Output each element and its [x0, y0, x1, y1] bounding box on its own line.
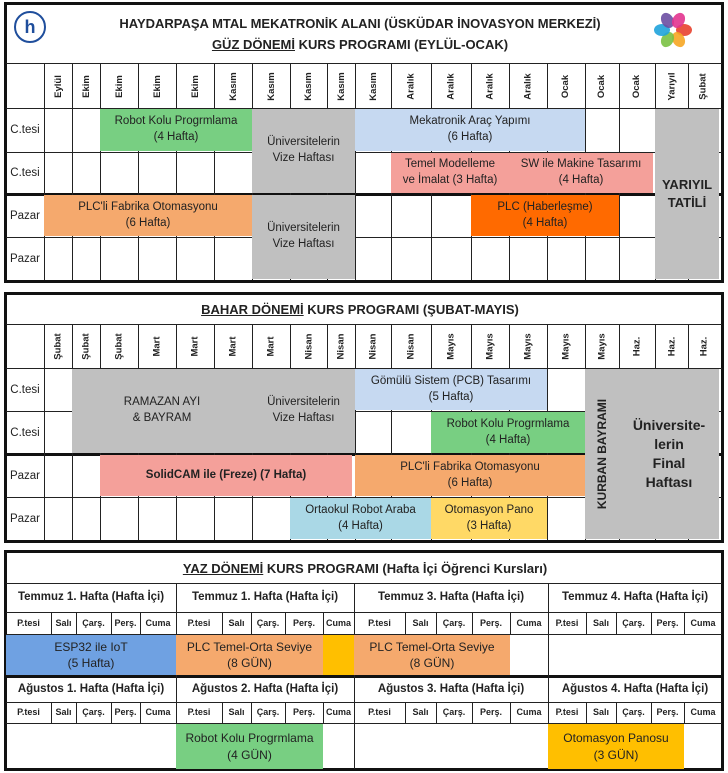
guz-yariyil-block: YARIYIL TATİLİ: [655, 109, 719, 279]
bahar-vize-block: Üniversitelerin Vize Haftası: [252, 369, 355, 453]
yaz-day-label: Salı: [592, 707, 609, 717]
yaz-day-label: P.tesi: [17, 618, 40, 628]
bahar-pano-block: Otomasyon Pano (3 Hafta): [431, 498, 547, 539]
guz-week-label: [214, 64, 252, 108]
guz-week-label: [655, 64, 688, 108]
bahar-week-label: [290, 325, 327, 368]
yaz-day-label: Salı: [228, 618, 245, 628]
guz-week-label: [252, 64, 290, 108]
bahar-week-label: [100, 325, 138, 368]
guz-mekatronik-block: Mekatronik Araç Yapımı (6 Hafta): [355, 109, 585, 151]
bahar-week-label: [327, 325, 355, 368]
yaz-day-label: Salı: [55, 618, 72, 628]
guz-day-label: C.tesi: [10, 124, 40, 136]
yaz-week-header: Temmuz 3. Hafta (Hafta İçi): [377, 591, 525, 603]
guz-day-label: Pazar: [9, 209, 41, 222]
bahar-final-block: Üniversite- lerin Final Haftası: [619, 369, 719, 539]
yaz-day-label: Çarş.: [82, 618, 105, 628]
main-title: HAYDARPAŞA MTAL MEKATRONİK ALANI (ÜSKÜDAR İNOVASYON MERKEZİ): [119, 16, 601, 31]
week-label-text: Şubat: [113, 333, 125, 360]
week-label-text: Nisan: [303, 333, 314, 360]
yaz-day-label: Perş.: [479, 618, 503, 628]
bahar-week-label: [214, 325, 252, 368]
yaz-day-label: Çarş.: [622, 618, 645, 628]
guz-day-label: Pazar: [9, 252, 41, 265]
yaz-day-label: P.tesi: [17, 707, 40, 717]
bahar-week-label: [72, 325, 100, 368]
yaz-day-label: Cuma: [516, 618, 542, 628]
guz-temel-modelleme-block: Temel Modelleme ve İmalat (3 Hafta): [391, 153, 509, 193]
bahar-ortaokul-block: Ortaokul Robot Araba (4 Hafta): [290, 498, 431, 539]
yaz-day-label: Cuma: [690, 618, 716, 628]
guz-week-label: [327, 64, 355, 108]
yaz-day-label: Perş.: [656, 618, 679, 628]
yaz-day-label: Çarş.: [442, 707, 466, 717]
week-label-text: Mart: [151, 336, 163, 357]
guz-title-rest: KURS PROGRAMI (EYLÜL-OCAK): [295, 37, 509, 52]
bahar-day-label: C.tesi: [10, 383, 40, 396]
yaz-day-label: Çarş.: [82, 707, 105, 717]
guz-week-label: [290, 64, 327, 108]
yaz-day-label: P.tesi: [555, 618, 579, 628]
yaz-robot-kolu-block: Robot Kolu Progrmlama (4 GÜN): [176, 724, 323, 769]
bahar-week-label: [547, 325, 585, 368]
yaz-day-label: Salı: [228, 707, 245, 717]
week-label-text: Haz.: [631, 336, 643, 357]
guz-week-label: [355, 64, 391, 108]
yaz-day-label: Cuma: [690, 707, 716, 717]
bahar-week-label: [431, 325, 471, 368]
bahar-robot-kolu-block: Robot Kolu Progrmlama (4 Hafta): [431, 412, 585, 453]
yaz-day-label: Perş.: [292, 618, 316, 628]
yaz-day-label: Perş.: [114, 618, 137, 628]
yaz-day-label: Salı: [592, 618, 609, 628]
bahar-week-label: [355, 325, 391, 368]
bahar-kurban-text: KURBAN BAYRAMI: [595, 398, 610, 510]
week-label-text: Kasım: [265, 71, 277, 101]
week-label-text: Yarıyıl: [666, 72, 677, 100]
guz-week-label: [72, 64, 100, 108]
guz-title-term: GÜZ DÖNEMİ: [211, 37, 295, 52]
yaz-day-label: Perş.: [479, 707, 503, 717]
bahar-title-term: BAHAR DÖNEMİ: [201, 302, 304, 317]
yaz-week-header: Ağustos 4. Hafta (Hafta İçi): [561, 683, 709, 695]
guz-week-label: [471, 64, 509, 108]
week-label-text: Ocak: [631, 74, 643, 98]
bahar-week-label: [391, 325, 431, 368]
week-label-text: Mayıs: [522, 333, 534, 360]
week-label-text: Kasım: [302, 71, 314, 101]
yaz-day-label: Cuma: [516, 707, 542, 717]
week-label-text: Nisan: [405, 333, 417, 360]
week-label-text: Ekim: [80, 74, 92, 98]
yaz-week-header: Ağustos 1. Hafta (Hafta İçi): [17, 683, 165, 695]
guz-week-label: [44, 64, 72, 108]
yaz-day-label: Perş.: [114, 707, 137, 717]
guz-week-label: [688, 64, 719, 108]
yaz-day-label: Çarş.: [256, 618, 280, 628]
yaz-day-label: Çarş.: [256, 707, 280, 717]
week-label-text: Mayıs: [445, 333, 457, 360]
bahar-title-rest: KURS PROGRAMI (ŞUBAT-MAYIS): [303, 302, 519, 317]
yaz-title-rest: KURS PROGRAMI (Hafta İçi Öğrenci Kursları): [263, 561, 548, 576]
bahar-week-label: [619, 325, 655, 368]
yaz-esp32-block: ESP32 ile IoT (5 Hafta): [6, 635, 176, 675]
week-label-text: Kasım: [335, 71, 347, 101]
guz-line: [6, 237, 722, 238]
guz-week-label: [176, 64, 214, 108]
week-label-text: Ekim: [113, 74, 125, 98]
guz-week-label: [619, 64, 655, 108]
bahar-solidcam-block: SolidCAM ile (Freze) (7 Hafta): [100, 455, 352, 496]
yaz-week-header: Temmuz 1. Hafta (Hafta İçi): [17, 591, 165, 603]
bahar-kurban-block: [585, 369, 619, 539]
week-label-text: Aralık: [445, 72, 457, 100]
yaz-day-label: Salı: [55, 707, 72, 717]
guz-week-label: [509, 64, 547, 108]
yaz-week-header: Ağustos 3. Hafta (Hafta İçi): [377, 683, 525, 695]
yaz-day-label: Salı: [412, 707, 429, 717]
week-label-text: Mart: [227, 336, 239, 357]
school-logo: h: [14, 11, 46, 43]
yaz-day-label: P.tesi: [187, 707, 211, 717]
guz-plc-fabrika-block: PLC'li Fabrika Otomasyonu (6 Hafta): [44, 195, 252, 236]
week-label-text: Şubat: [52, 333, 64, 360]
week-label-text: Kasım: [227, 71, 239, 101]
yaz-day-label: Perş.: [292, 707, 316, 717]
week-label-text: Ekim: [151, 74, 163, 98]
week-label-text: Haz.: [665, 336, 677, 357]
yaz-plc-block-1: PLC Temel-Orta Seviye (8 GÜN): [176, 635, 323, 675]
bahar-gomulu-block: Gömülü Sistem (PCB) Tasarımı (5 Hafta): [355, 369, 547, 410]
guz-vize-block-2: Üniversitelerin Vize Haftası: [252, 195, 355, 279]
yaz-day-label: P.tesi: [555, 707, 579, 717]
yaz-day-label: Cuma: [325, 618, 351, 628]
yaz-week-header: Temmuz 1. Hafta (Hafta İçi): [191, 591, 339, 603]
yaz-week-header: Temmuz 4. Hafta (Hafta İçi): [561, 591, 709, 603]
week-label-text: Mayıs: [484, 333, 496, 360]
week-label-text: Mart: [189, 336, 201, 357]
guz-sw-block: SW ile Makine Tasarımı (4 Hafta): [509, 153, 653, 193]
yaz-day-label: Perş.: [656, 707, 679, 717]
bahar-day-label: Pazar: [9, 512, 41, 525]
bahar-day-label: C.tesi: [10, 426, 40, 439]
yaz-day-label: Salı: [412, 618, 429, 628]
yaz-day-label: Cuma: [325, 707, 351, 717]
bahar-week-label: [655, 325, 688, 368]
yaz-day-label: P.tesi: [368, 618, 391, 628]
guz-plc-haberlesme-block: PLC (Haberleşme) (4 Hafta): [471, 195, 619, 236]
guz-week-label: [100, 64, 138, 108]
week-label-text: Ocak: [596, 74, 608, 98]
week-label-text: Kasım: [367, 71, 379, 101]
guz-vize-block-1: Üniversitelerin Vize Haftası: [252, 109, 355, 193]
yaz-plc-block-2: PLC Temel-Orta Seviye (8 GÜN): [354, 635, 510, 675]
week-label-text: Şubat: [80, 333, 92, 360]
yaz-day-label: P.tesi: [187, 618, 211, 628]
bahar-week-label: [585, 325, 619, 368]
week-label-text: Aralık: [484, 72, 496, 100]
bahar-week-label: [44, 325, 72, 368]
guz-robot-kolu-block: Robot Kolu Progrmlama (4 Hafta): [100, 109, 252, 151]
guz-week-label: [431, 64, 471, 108]
week-label-text: Mayıs: [560, 333, 572, 360]
yaz-day-label: P.tesi: [368, 707, 391, 717]
week-label-text: Şubat: [697, 72, 709, 100]
yaz-day-label: Cuma: [145, 618, 171, 628]
yaz-cuma-highlight: [323, 635, 354, 675]
bahar-day-label: Pazar: [9, 469, 41, 482]
week-label-text: Nisan: [335, 333, 347, 360]
bahar-week-label: [176, 325, 214, 368]
yaz-day-label: Çarş.: [622, 707, 645, 717]
week-label-text: Eylül: [52, 74, 64, 98]
guz-week-label: [547, 64, 585, 108]
guz-week-label: [138, 64, 176, 108]
bahar-week-label: [471, 325, 509, 368]
yaz-title: [30, 561, 700, 576]
guz-week-label: [585, 64, 619, 108]
week-label-text: Haz.: [697, 336, 709, 357]
week-label-text: Aralık: [405, 72, 417, 100]
week-label-text: Mart: [265, 336, 277, 357]
bahar-week-label: [252, 325, 290, 368]
week-label-text: Aralık: [522, 72, 534, 100]
yaz-day-label: Çarş.: [442, 618, 466, 628]
bahar-ramazan-block: RAMAZAN AYI & BAYRAM: [72, 369, 252, 453]
bahar-week-label: [138, 325, 176, 368]
yaz-day-label: Cuma: [145, 707, 171, 717]
bahar-week-label: [688, 325, 719, 368]
yaz-title-term: YAZ DÖNEMİ: [182, 561, 264, 576]
guz-week-label: [391, 64, 431, 108]
yaz-pano-block: Otomasyon Panosu (3 GÜN): [548, 724, 684, 769]
bahar-plc-fabrika-block: PLC'li Fabrika Otomasyonu (6 Hafta): [355, 455, 585, 496]
week-label-text: Ocak: [560, 74, 572, 98]
bahar-week-label: [509, 325, 547, 368]
guz-day-label: C.tesi: [10, 167, 40, 179]
yaz-week-header: Ağustos 2. Hafta (Hafta İçi): [191, 683, 339, 695]
week-label-text: Mayıs: [596, 333, 608, 360]
week-label-text: Ekim: [189, 74, 201, 98]
week-label-text: Nisan: [367, 333, 379, 360]
